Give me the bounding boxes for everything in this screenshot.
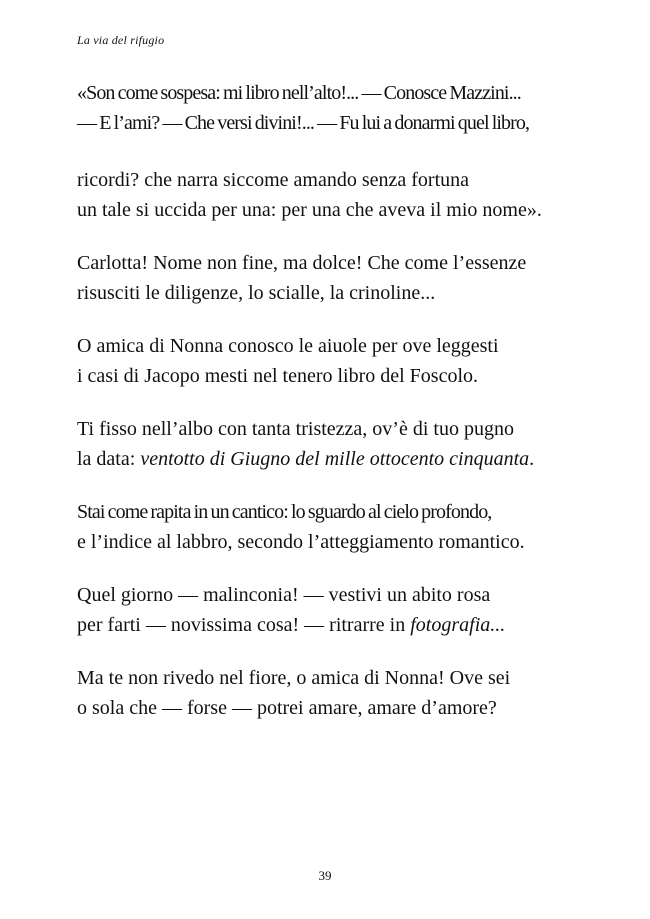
poem-line: O amica di Nonna conosco le aiuole per ove leggesti xyxy=(77,335,499,357)
stanza xyxy=(77,580,597,640)
poem-line: i casi di Jacopo mesti nel tenero libro del Foscolo. xyxy=(77,365,479,387)
poem-line: Ma te non rivedo nel fiore, o amica di Nonna! Ove sei xyxy=(77,667,511,689)
poem-line: risusciti le diligenze, lo scialle, la crinoline... xyxy=(77,282,436,304)
line-text: la data: xyxy=(77,448,141,470)
stanza xyxy=(77,331,597,391)
line-text: . xyxy=(529,448,535,470)
line-text: per farti — novissima cosa! — ritrarre in xyxy=(77,614,411,636)
italic-word: fotografia... xyxy=(410,614,506,636)
poem-line xyxy=(77,444,597,474)
poem-line: Ti fisso nell’albo con tanta tristezza, ov’è di tuo pugno xyxy=(77,418,514,440)
poem-line: o sola che — forse — potrei amare, amare d’amore? xyxy=(77,697,497,719)
stanza xyxy=(77,497,597,557)
page-number: 39 xyxy=(318,868,332,883)
stanza xyxy=(77,165,597,225)
poem-line xyxy=(77,610,597,640)
poem-line: Carlotta! Nome non fine, ma dolce! Che come l’essenze xyxy=(77,252,527,274)
stanza xyxy=(77,248,597,308)
stanza xyxy=(77,663,597,723)
poem-line: Stai come rapita in un cantico: lo sguardo al cielo profondo, xyxy=(77,501,492,523)
poem-line: Quel giorno — malinconia! — vestivi un abito rosa xyxy=(77,584,491,606)
poem-line: ricordi? che narra siccome amando senza fortuna xyxy=(77,169,470,191)
stanza xyxy=(77,414,597,474)
stanza xyxy=(77,78,597,138)
running-head: La via del rifugio xyxy=(77,33,165,47)
poem-line: «Son come sospesa: mi libro nell’alto!... — Conosce Mazzini... xyxy=(77,82,521,104)
poem-line: — E l’ami? — Che versi divini!... — Fu lui a donarmi quel libro, xyxy=(77,112,530,134)
italic-date: ventotto di Giugno del mille ottocento cinquanta xyxy=(140,448,530,470)
poem xyxy=(77,78,597,723)
poem-line: e l’indice al labbro, secondo l’atteggiamento romantico. xyxy=(77,531,525,553)
poem-line: un tale si uccida per una: per una che aveva il mio nome». xyxy=(77,199,542,221)
